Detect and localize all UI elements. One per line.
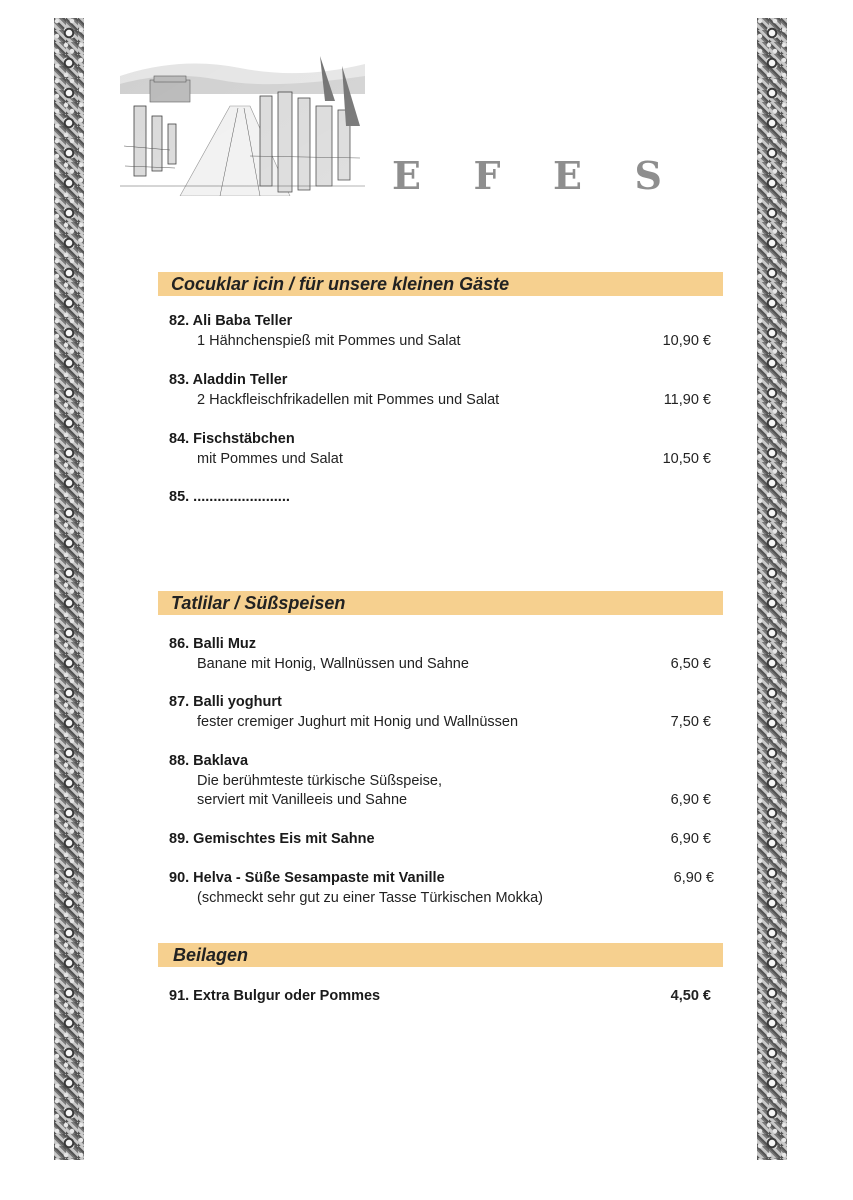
menu-item-desc: Die berühmteste türkische Süßspeise,	[197, 773, 442, 789]
menu-item-title: 83. Aladdin Teller	[169, 372, 288, 388]
menu-item-price: 4,50 €	[670, 988, 711, 1004]
menu-item-price: 7,50 €	[670, 714, 711, 730]
menu-item-desc: fester cremiger Jughurt mit Honig und Wallnüssen	[197, 714, 519, 730]
menu-item-desc: (schmeckt sehr gut zu einer Tasse Türkischen Mokka)	[197, 890, 543, 906]
menu-item-title: 82. Ali Baba Teller	[169, 313, 293, 329]
menu-item-price: 6,50 €	[670, 656, 711, 672]
menu-item-price: 10,50 €	[662, 451, 711, 467]
menu-item-title: 84. Fischstäbchen	[169, 431, 295, 447]
section-header-desserts: Tatlilar / Süßspeisen	[158, 591, 723, 615]
menu-item-price: 11,90 €	[663, 392, 711, 408]
section-header-kids: Cocuklar icin / für unsere kleinen Gäste	[158, 272, 723, 296]
menu-item-desc: serviert mit Vanilleeis und Sahne	[197, 792, 408, 808]
menu-item-desc: 2 Hackfleischfrikadellen mit Pommes und Salat	[197, 392, 500, 408]
section-header-sides: Beilagen	[158, 943, 723, 967]
brand-letter: E	[392, 152, 421, 198]
menu-item-title: 86. Balli Muz	[169, 636, 257, 652]
menu-item-desc: mit Pommes und Salat	[197, 451, 343, 467]
menu-item-price: 6,90 €	[673, 870, 714, 886]
menu-item-desc: 1 Hähnchenspieß mit Pommes und Salat	[197, 333, 461, 349]
brand-title	[392, 150, 662, 200]
menu-item-title: 88. Baklava	[169, 753, 249, 769]
menu-item-title: 87. Balli yoghurt	[169, 694, 282, 710]
brand-letter: E	[553, 152, 582, 198]
brand-letter: F	[473, 152, 501, 198]
menu-item-title: 91. Extra Bulgur oder Pommes	[169, 988, 381, 1004]
menu-item-title: 89. Gemischtes Eis mit Sahne	[169, 831, 375, 847]
menu-item-title: 85. ........................	[169, 489, 290, 505]
ornamental-border-left	[54, 18, 84, 1160]
ruins-illustration	[120, 46, 365, 196]
menu-item-title: 90. Helva - Süße Sesampaste mit Vanille	[169, 870, 445, 886]
menu-item-price: 6,90 €	[670, 831, 711, 847]
menu-item-price: 10,90 €	[662, 333, 711, 349]
menu-item-price: 6,90 €	[670, 792, 711, 808]
ornamental-border-right	[757, 18, 787, 1160]
brand-letter: S	[634, 152, 662, 198]
menu-item-desc: Banane mit Honig, Wallnüssen und Sahne	[197, 656, 469, 672]
